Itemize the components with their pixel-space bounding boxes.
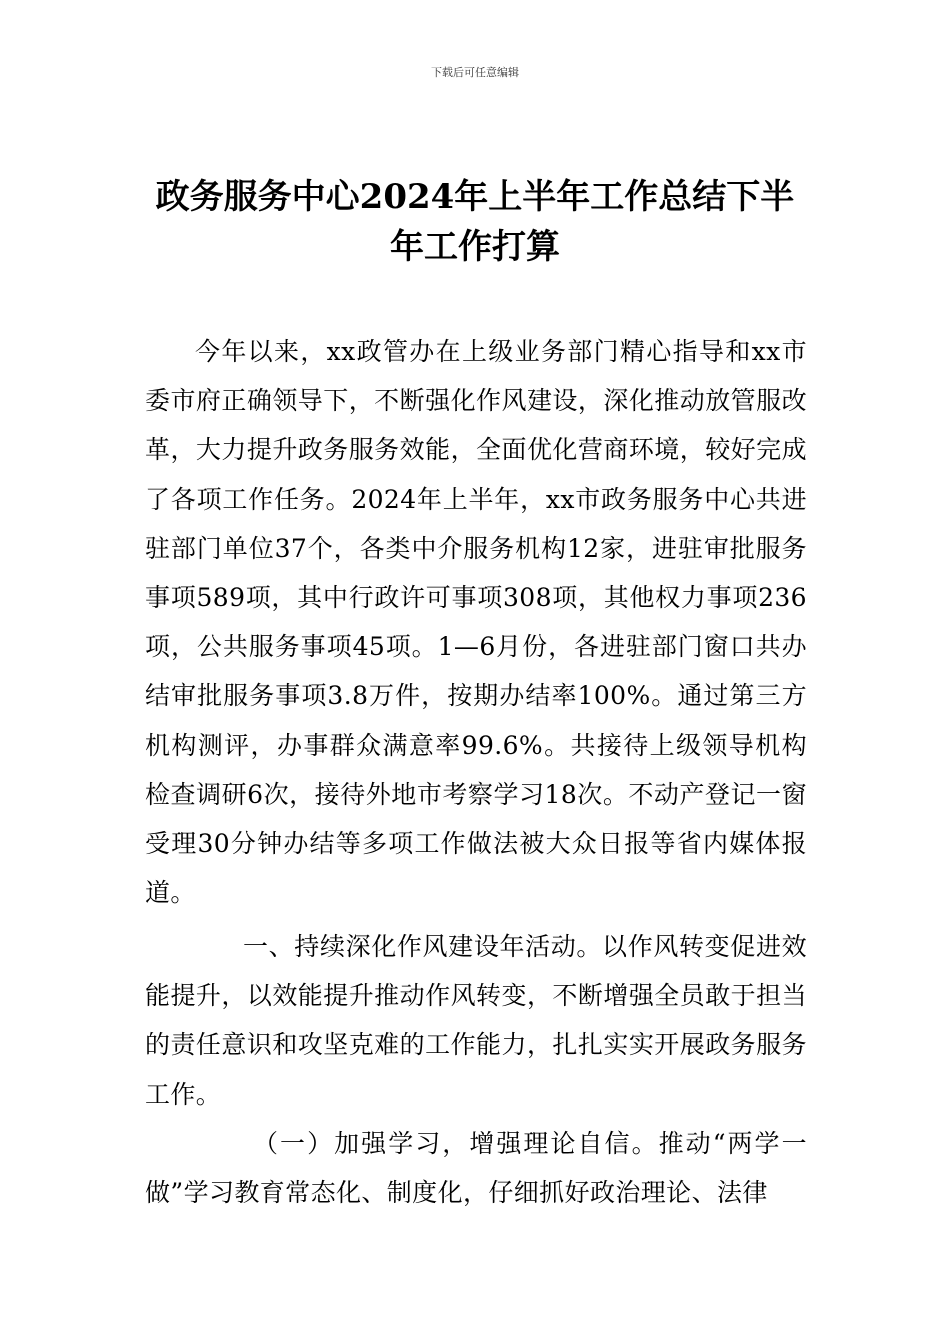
paragraph-section-one: 一、持续深化作风建设年活动。以作风转变促进效能提升，以效能提升推动作风转变，不断增强全员敢于担当的责任意识和攻坚克难的工作能力，扎扎实实开展政务服务工作。 [145, 932, 807, 1109]
paragraph-subsection-one: （一）加强学习，增强理论自信。推动“两学一做”学习教育常态化、制度化，仔细抓好政治理论、法律 [145, 1129, 807, 1208]
document-title: 政务服务中心2024年上半年工作总结下半年工作打算 [155, 177, 795, 267]
paragraph-intro: 今年以来，xx政管办在上级业务部门精心指导和xx市委市府正确领导下，不断强化作风建设，深化推动放管服改革，大力提升政务服务效能，全面优化营商环境，较好完成了各项工作任务。2024年上半年，xx市政务服务中心共进驻部门单位37个，各类中介服务机构12家，进驻审批服务事项589项，其中行政许可事项308项，其他权力事项236项，公共服务事项45项。1—6月份，各进驻部门窗口共办结审批服务事项3.8万件，按期办结率100%。通过第三方机构测评，办事群众满意率99.6%。共接待上级领导机构检查调研6次，接待外地市考察学习18次。不动产登记一窗受理30分钟办结等多项工作做法被大众日报等省内媒体报道。 [145, 337, 807, 908]
header-note: 下载后可任意编辑 [431, 66, 519, 79]
